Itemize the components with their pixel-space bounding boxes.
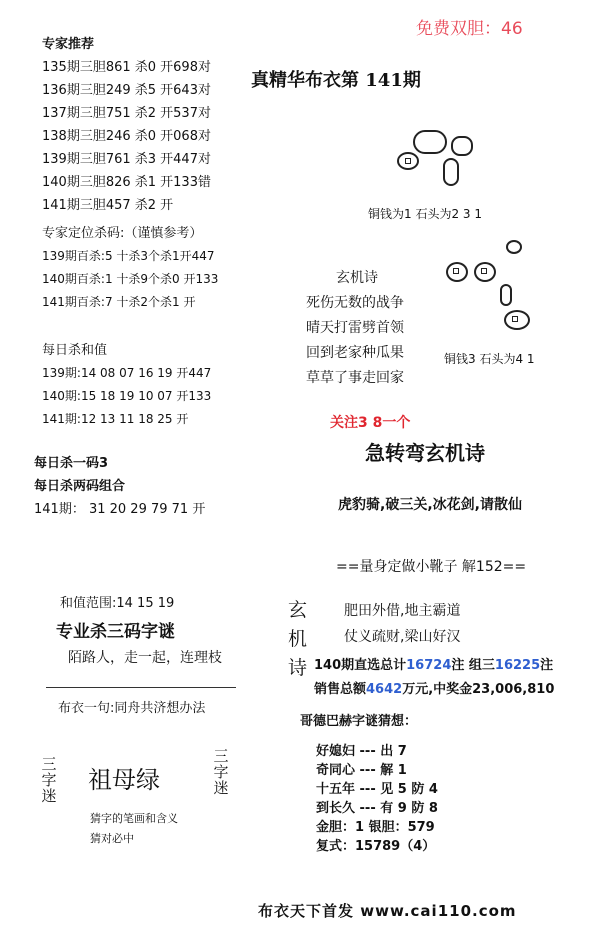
daily-kill-two: 每日杀两码组合 bbox=[34, 479, 126, 494]
coin-caption-2: 铜钱3 石头为4 1 bbox=[444, 352, 535, 366]
position-kill-row: 141期百杀:7 十杀2个杀1 开 bbox=[42, 295, 196, 309]
expert-row: 137期三胆751 杀2 开537对 bbox=[42, 106, 211, 121]
goethe-row: 金胆：1 银胆：579 bbox=[316, 820, 435, 835]
three-char-label-left: 三字迷 bbox=[41, 755, 57, 805]
vertical-poem-label: 玄机诗 bbox=[288, 599, 308, 679]
free-double-badge: 免费双胆：46 bbox=[416, 19, 523, 39]
group3-total: 16225 bbox=[494, 658, 541, 673]
expert-row: 138期三胆246 杀0 开068对 bbox=[42, 129, 211, 144]
poem-line: 草草了事走回家 bbox=[306, 370, 404, 386]
sales-line-2 bbox=[314, 678, 554, 702]
expert-row: 136期三胆249 杀5 开643对 bbox=[42, 83, 211, 98]
kill3-title: 专业杀三码字谜 bbox=[56, 622, 175, 642]
coin-caption-1: 铜钱为1 石头为2 3 1 bbox=[368, 207, 482, 221]
sum-kill-section bbox=[42, 339, 211, 431]
coin-hole-icon bbox=[481, 268, 487, 274]
sum-kill-row: 141期:12 13 11 18 25 开 bbox=[42, 412, 189, 426]
sales-block bbox=[314, 654, 554, 702]
coin-hole-icon bbox=[512, 316, 518, 322]
sales-label: 万元,中奖金23,006,810 bbox=[402, 682, 555, 697]
stone-icon bbox=[413, 130, 447, 154]
coin-stone-figure-1 bbox=[395, 128, 485, 188]
poem-line: 肥田外借,地主霸道 bbox=[344, 603, 461, 619]
goethe-list bbox=[316, 742, 438, 856]
sales-label: 销售总额 bbox=[314, 682, 367, 697]
riddle-hint: 猜字的笔画和含义 bbox=[90, 812, 178, 825]
daily-kill-section bbox=[34, 452, 205, 521]
riddle-word: 祖母绿 bbox=[88, 766, 160, 794]
position-kill-row: 139期百杀:5 十杀3个杀1开447 bbox=[42, 249, 215, 263]
kill3-poem: 陌路人，走一起，连理枝 bbox=[68, 650, 222, 666]
goethe-row: 复式：15789（4） bbox=[316, 839, 436, 854]
goethe-row: 奇同心 --- 解 1 bbox=[316, 763, 407, 778]
expert-section bbox=[42, 33, 211, 217]
goethe-row: 十五年 --- 见 5 防 4 bbox=[316, 782, 438, 797]
coin-stone-figure-2 bbox=[440, 238, 540, 338]
position-kill-heading: 专家定位杀码:（谨慎参考） bbox=[42, 226, 203, 241]
buyi-sentence: 布衣一句:同舟共济想办法 bbox=[58, 701, 206, 716]
custom-line: ==量身定做小靴子 解152== bbox=[336, 559, 527, 575]
sales-total: 4642 bbox=[366, 682, 403, 697]
expert-row: 140期三胆826 杀1 开133错 bbox=[42, 175, 211, 190]
sum-range: 和值范围:14 15 19 bbox=[60, 596, 175, 611]
footer-site: 布衣天下首发 www.cai110.com bbox=[258, 902, 517, 920]
mystery-poem bbox=[306, 265, 404, 391]
daily-kill-one: 每日杀一码3 bbox=[34, 456, 109, 471]
three-char-label-right: 三字迷 bbox=[213, 747, 229, 797]
daily-kill-row: 141期： 31 20 29 79 71 开 bbox=[34, 502, 206, 517]
position-kill-row: 140期百杀:1 十杀9个杀0 开133 bbox=[42, 272, 219, 286]
coin-hole-icon bbox=[405, 158, 411, 164]
goethe-row: 好媳妇 --- 出 7 bbox=[316, 744, 407, 759]
expert-row: 139期三胆761 杀3 开447对 bbox=[42, 152, 211, 167]
coin-hole-icon bbox=[453, 268, 459, 274]
direct-total: 16724 bbox=[406, 658, 452, 673]
mystery-poem-title: 玄机诗 bbox=[336, 270, 378, 286]
sales-line-1 bbox=[314, 654, 554, 678]
sum-kill-heading: 每日杀和值 bbox=[42, 343, 108, 358]
expert-heading: 专家推荐 bbox=[42, 37, 95, 52]
coin-icon bbox=[506, 240, 522, 254]
expert-row: 135期三胆861 杀0 开698对 bbox=[42, 60, 211, 75]
sales-label: 注 组三 bbox=[451, 658, 495, 673]
sum-kill-row: 140期:15 18 19 10 07 开133 bbox=[42, 389, 212, 403]
expert-row: 141期三胆457 杀2 开 bbox=[42, 198, 174, 213]
riddle-heading: 急转弯玄机诗 bbox=[365, 441, 485, 465]
riddle-hint: 猜对必中 bbox=[90, 832, 134, 845]
stone-icon bbox=[443, 158, 459, 186]
goethe-heading: 哥德巴赫字谜猜想： bbox=[300, 714, 418, 729]
sum-kill-row: 139期:14 08 07 16 19 开447 bbox=[42, 366, 212, 380]
divider bbox=[46, 687, 236, 688]
poem-line: 死伤无数的战争 bbox=[306, 295, 404, 311]
poem-line: 晴天打雷劈首领 bbox=[306, 320, 404, 336]
poem-line: 仗义疏财,梁山好汉 bbox=[344, 629, 461, 645]
riddle-line: 虎豹骑,破三关,冰花剑,请散仙 bbox=[338, 497, 522, 513]
issue-title: 真精华布衣第 141期 bbox=[251, 70, 421, 91]
position-kill-section bbox=[42, 222, 218, 314]
stone-icon bbox=[451, 136, 473, 156]
focus-note: 关注3 8一个 bbox=[330, 415, 411, 431]
sales-label: 注 bbox=[540, 658, 554, 673]
goethe-row: 到长久 --- 有 9 防 8 bbox=[316, 801, 438, 816]
poem-2 bbox=[344, 598, 460, 650]
poem-line: 回到老家种瓜果 bbox=[306, 345, 404, 361]
stone-icon bbox=[500, 284, 512, 306]
sales-label: 140期直选总计 bbox=[314, 658, 407, 673]
